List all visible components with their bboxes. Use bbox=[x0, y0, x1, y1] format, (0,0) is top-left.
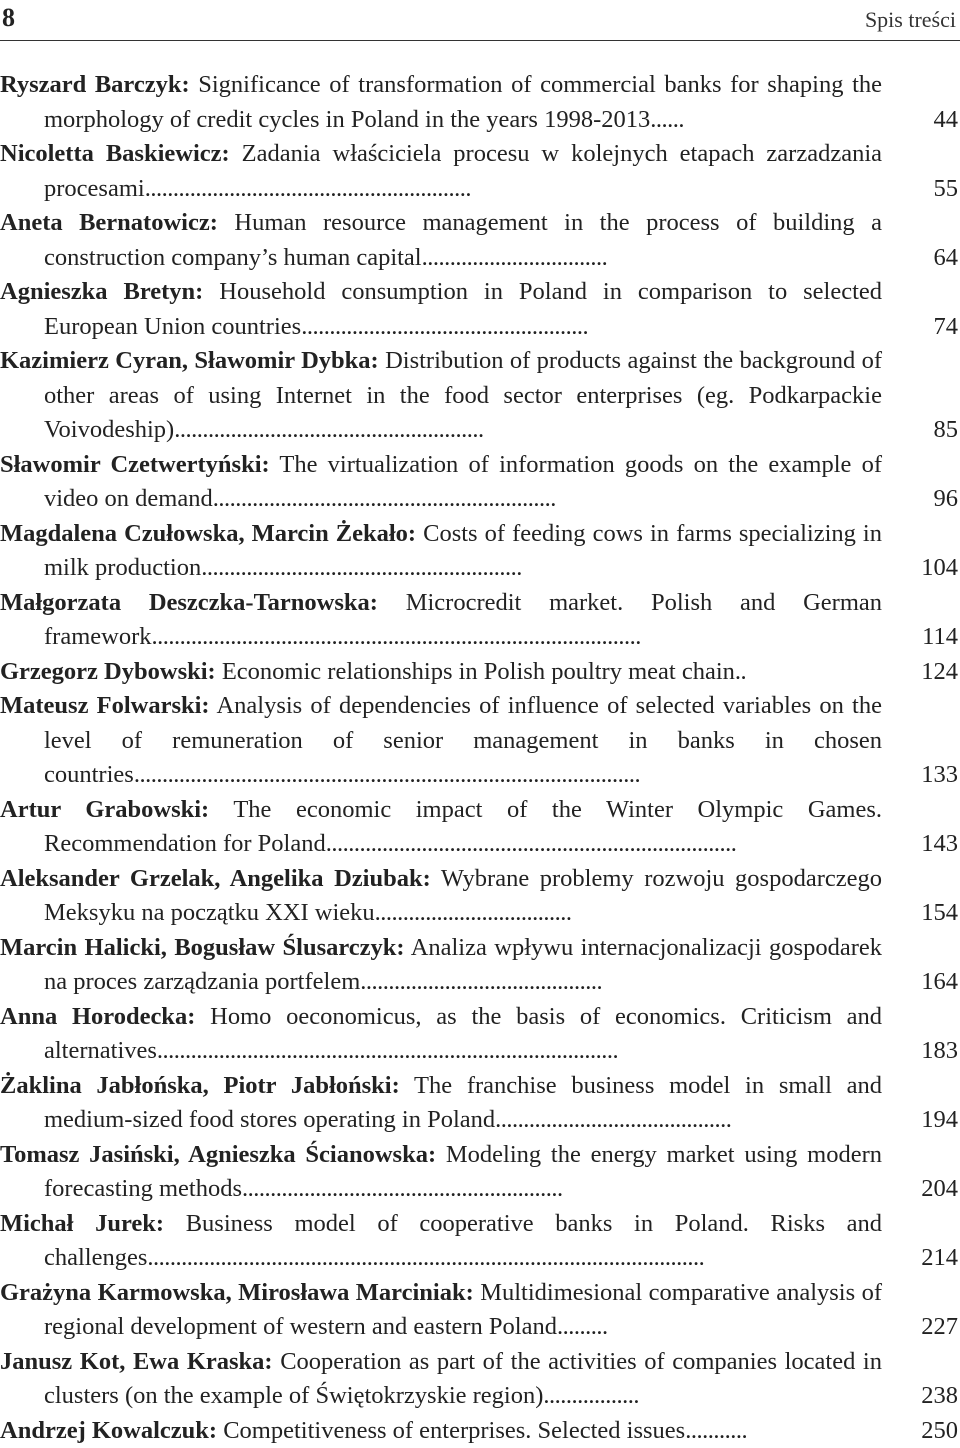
toc-leader-dots: ......... bbox=[556, 1313, 608, 1340]
toc-title: Costs of feeding cows in farms specializing in milk production bbox=[44, 519, 882, 581]
toc-page-number: 124 bbox=[921, 657, 958, 685]
toc-entry[interactable] bbox=[0, 1207, 960, 1276]
toc-page-number: 204 bbox=[921, 1175, 958, 1202]
toc-leader-dots: .................................................................................. bbox=[156, 1037, 619, 1064]
toc-title: Human resource management in the process of building a construction company’s human capital bbox=[44, 209, 883, 271]
toc-author: Kazimierz Cyran, Sławomir Dybka: bbox=[0, 347, 379, 374]
toc-page-number: 74 bbox=[933, 312, 958, 340]
toc-leader-dots: .......................................................................................... bbox=[133, 761, 641, 788]
toc-page-number: 64 bbox=[933, 243, 958, 271]
toc-entry-text bbox=[0, 1345, 882, 1414]
toc-author: Andrzej Kowalczuk: bbox=[0, 1416, 218, 1444]
toc-entry-text bbox=[0, 1000, 882, 1069]
toc-entry-text bbox=[0, 655, 882, 690]
toc-leader-dots: .......................................... bbox=[495, 1106, 732, 1133]
toc-author: Magdalena Czułowska, Marcin Żekało: bbox=[0, 519, 417, 547]
toc-entry[interactable] bbox=[0, 68, 960, 137]
toc-title: Analiza wpływu internacjonalizacji gospodarek na proces zarządzania portfelem bbox=[44, 933, 882, 995]
toc-entry[interactable] bbox=[0, 689, 960, 793]
toc-title: Multidimesional comparative analysis of regional development of western and eastern Poland bbox=[44, 1278, 882, 1340]
toc-title: Cooperation as part of the activities of companies located in clusters (on the example of Świętokrzyskie region) bbox=[44, 1347, 882, 1409]
toc-author: Sławomir Czetwertyński: bbox=[0, 450, 270, 478]
toc-leader-dots: ................. bbox=[543, 1382, 640, 1409]
toc-author: Mateusz Folwarski: bbox=[0, 692, 210, 719]
toc-leader-dots: ........... bbox=[685, 1416, 748, 1444]
toc-entry[interactable] bbox=[0, 793, 960, 862]
toc-page-number: 104 bbox=[921, 554, 958, 581]
toc-entry-text bbox=[0, 1138, 882, 1207]
page-number: 8 bbox=[2, 3, 15, 32]
toc-page-number: 114 bbox=[922, 623, 958, 650]
toc-entry[interactable] bbox=[0, 1414, 960, 1448]
page-header bbox=[0, 0, 960, 41]
toc-entry-text bbox=[0, 68, 882, 137]
toc-page-number: 44 bbox=[933, 105, 958, 133]
toc-page-number: 55 bbox=[933, 174, 958, 202]
toc-entry-text bbox=[0, 931, 882, 1000]
toc-entry-text bbox=[0, 1414, 882, 1448]
toc-page-number: 194 bbox=[921, 1106, 958, 1133]
toc-entry[interactable] bbox=[0, 1345, 960, 1414]
toc-leader-dots: ......................................................... bbox=[242, 1175, 563, 1202]
toc-author: Aleksander Grzelak, Angelika Dziubak: bbox=[0, 864, 431, 892]
toc-leader-dots: ......................................................... bbox=[201, 554, 522, 581]
toc-entry[interactable] bbox=[0, 586, 960, 655]
toc-author: Grażyna Karmowska, Mirosława Marciniak: bbox=[0, 1278, 474, 1306]
toc-entry[interactable] bbox=[0, 1069, 960, 1138]
toc-title: Homo oeconomicus, as the basis of economics. Criticism and alternatives bbox=[44, 1002, 883, 1064]
toc-entry-text bbox=[0, 275, 882, 344]
toc-author: Aneta Bernatowicz: bbox=[0, 209, 218, 236]
toc-entry[interactable] bbox=[0, 655, 960, 690]
toc-entry-text bbox=[0, 344, 882, 448]
toc-entry[interactable] bbox=[0, 137, 960, 206]
toc-entry[interactable] bbox=[0, 206, 960, 275]
toc-page-number: 214 bbox=[921, 1244, 958, 1271]
toc-title: Distribution of products against the background of other areas of using Internet in the food sector enterprises (eg. Podkarpackie Voivodeship) bbox=[44, 347, 882, 443]
toc-author: Artur Grabowski: bbox=[0, 795, 210, 823]
toc-leader-dots: ........................................... bbox=[360, 968, 603, 995]
toc-page-number: 227 bbox=[921, 1313, 958, 1340]
table-of-contents bbox=[0, 68, 960, 1448]
toc-entry-text bbox=[0, 517, 882, 586]
toc-entry[interactable] bbox=[0, 1138, 960, 1207]
toc-title: Wybrane problemy rozwoju gospodarczego Meksyku na początku XXI wieku bbox=[44, 864, 883, 926]
toc-entry-text bbox=[0, 586, 882, 655]
toc-leader-dots: ................................. bbox=[421, 243, 608, 271]
toc-page-number: 133 bbox=[921, 761, 958, 788]
toc-page-number: 143 bbox=[921, 830, 958, 857]
toc-author: Marcin Halicki, Bogusław Ślusarczyk: bbox=[0, 933, 405, 961]
toc-page-number: 154 bbox=[921, 899, 958, 926]
toc-leader-dots: .......................................................... bbox=[144, 174, 471, 202]
toc-author: Nicoletta Baskiewicz: bbox=[0, 140, 230, 167]
toc-entry-text bbox=[0, 862, 882, 931]
toc-entry-text bbox=[0, 1069, 882, 1138]
toc-entry[interactable] bbox=[0, 862, 960, 931]
toc-leader-dots: ................................... bbox=[374, 899, 572, 926]
toc-leader-dots: ...... bbox=[650, 105, 684, 133]
toc-entry-text bbox=[0, 689, 882, 793]
toc-entry-text bbox=[0, 137, 882, 206]
toc-title: Microcredit market. Polish and German framework bbox=[44, 588, 883, 650]
toc-title: Analysis of dependencies of influence of selected variables on the level of remuneration of senior management in banks in chosen countries bbox=[44, 692, 882, 788]
toc-page-number: 164 bbox=[921, 968, 958, 995]
toc-author: Agnieszka Bretyn: bbox=[0, 278, 204, 305]
toc-page-number: 96 bbox=[933, 485, 958, 512]
toc-leader-dots: ............................................................. bbox=[212, 485, 556, 512]
toc-author: Małgorzata Deszczka-Tarnowska: bbox=[0, 588, 378, 616]
toc-title: Household consumption in Poland in comparison to selected European Union countries bbox=[44, 278, 883, 340]
toc-title: Competitiveness of enterprises. Selected issues bbox=[223, 1416, 686, 1444]
toc-author: Anna Horodecka: bbox=[0, 1002, 196, 1030]
toc-title: Modeling the energy market using modern forecasting methods bbox=[44, 1140, 883, 1202]
toc-author: Żaklina Jabłońska, Piotr Jabłoński: bbox=[0, 1071, 400, 1099]
toc-title: Business model of cooperative banks in Poland. Risks and challenges bbox=[44, 1209, 882, 1271]
toc-entry-text bbox=[0, 793, 882, 862]
toc-entry[interactable] bbox=[0, 344, 960, 448]
toc-entry[interactable] bbox=[0, 931, 960, 1000]
toc-page-number: 85 bbox=[933, 416, 958, 443]
toc-entry[interactable] bbox=[0, 448, 960, 517]
toc-author: Ryszard Barczyk: bbox=[0, 71, 190, 98]
toc-entry[interactable] bbox=[0, 1000, 960, 1069]
toc-leader-dots: .. bbox=[734, 657, 747, 685]
toc-entry[interactable] bbox=[0, 275, 960, 344]
running-title: Spis treści bbox=[864, 7, 956, 32]
toc-entry[interactable] bbox=[0, 517, 960, 586]
toc-title: The economic impact of the Winter Olympic Games. Recommendation for Poland bbox=[44, 795, 882, 857]
toc-author: Tomasz Jasiński, Agnieszka Ścianowska: bbox=[0, 1140, 437, 1168]
toc-page-number: 183 bbox=[921, 1037, 958, 1064]
toc-leader-dots: ....................................................................................... bbox=[151, 623, 641, 650]
toc-author: Michał Jurek: bbox=[0, 1209, 165, 1237]
toc-entry-text bbox=[0, 206, 882, 275]
toc-page-number: 238 bbox=[921, 1382, 958, 1409]
toc-author: Janusz Kot, Ewa Kraska: bbox=[0, 1347, 273, 1375]
toc-title: The franchise business model in small and medium-sized food stores operating in Poland bbox=[44, 1071, 882, 1133]
toc-leader-dots: ................................................... bbox=[301, 312, 589, 340]
toc-entry[interactable] bbox=[0, 1276, 960, 1345]
toc-title: Significance of transformation of commercial banks for shaping the morphology of credit cycles in Poland in the years 1998-2013 bbox=[44, 71, 882, 133]
toc-leader-dots: ....................................................... bbox=[174, 416, 484, 443]
toc-leader-dots: ......................................................................... bbox=[325, 830, 737, 857]
toc-entry-text bbox=[0, 1276, 882, 1345]
toc-leader-dots: ................................................................................................... bbox=[147, 1244, 705, 1271]
toc-page-number: 250 bbox=[921, 1416, 958, 1444]
toc-title: Zadania właściciela procesu w kolejnych etapach zarzadzania procesami bbox=[44, 140, 883, 202]
toc-title: Economic relationships in Polish poultry meat chain bbox=[221, 657, 735, 685]
toc-title: The virtualization of information goods on the example of video on demand bbox=[44, 450, 882, 512]
toc-entry-text bbox=[0, 1207, 882, 1276]
toc-author: Grzegorz Dybowski: bbox=[0, 657, 216, 685]
toc-entry-text bbox=[0, 448, 882, 517]
